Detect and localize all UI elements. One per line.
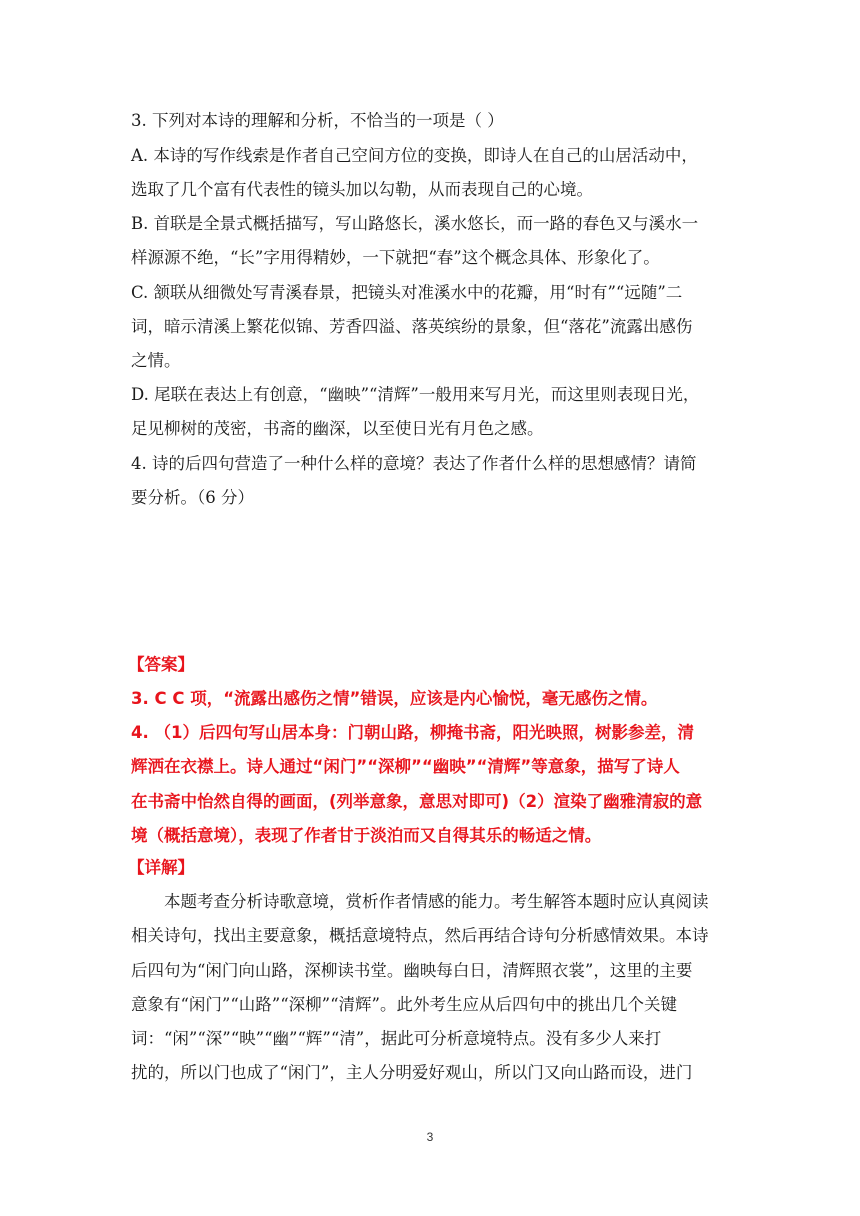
option-c-line-3: 之情。 [131, 351, 181, 370]
option-d-line-2: 足见柳树的茂密，书斋的幽深，以至使日光有月色之感。 [131, 419, 544, 438]
explanation-line-2: 相关诗句，找出主要意象，概括意境特点，然后再结合诗句分析感情效果。本诗 [131, 926, 709, 945]
answer-4-line-1: 4. （1）后四句写山居本身：门朝山路，柳掩书斋，阳光映照，树影参差，清 [131, 723, 694, 742]
answer-4-line-3: 在书斋中怡然自得的画面，(列举意象，意思对即可)（2）渲染了幽雅清寂的意 [131, 792, 703, 811]
question-4-stem-line-2: 要分析。（6 分） [131, 488, 254, 507]
option-c-line-1: C. 颔联从细微处写青溪春景，把镜头对准溪水中的花瓣，用“时有”“远随”二 [131, 283, 683, 302]
explanation-line-1: 本题考查分析诗歌意境，赏析作者情感的能力。考生解答本题时应认真阅读 [164, 892, 709, 911]
option-b-line-2: 样源源不绝，“长”字用得精妙，一下就把“春”这个概念具体、形象化了。 [131, 248, 660, 267]
question-3-stem: 3. 下列对本诗的理解和分析，不恰当的一项是（ ） [131, 111, 504, 130]
explanation-line-5: 词：“闲”“深”“映”“幽”“辉”“清”，据此可分析意境特点。没有多少人来打 [131, 1029, 662, 1048]
explanation-line-6: 扰的，所以门也成了“闲门”，主人分明爱好观山，所以门又向山路而设，进门 [131, 1063, 693, 1082]
page-number: 3 [426, 1130, 434, 1144]
answer-3: 3. C C 项，“流露出感伤之情”错误，应该是内心愉悦，毫无感伤之情。 [131, 689, 658, 708]
option-b-line-1: B. 首联是全景式概括描写，写山路悠长，溪水悠长，而一路的春色又与溪水一 [131, 214, 699, 233]
option-d-line-1: D. 尾联在表达上有创意，“幽映”“清辉”一般用来写月光，而这里则表现日光， [131, 385, 700, 404]
question-4-stem-line-1: 4. 诗的后四句营造了一种什么样的意境？表达了作者什么样的思想感情？请简 [131, 454, 697, 473]
explanation-line-3: 后四句为“闲门向山路，深柳读书堂。幽映每白日，清辉照衣裳”，这里的主要 [131, 961, 693, 980]
explanation-line-4: 意象有“闲门”“山路”“深柳”“清辉”。此外考生应从后四句中的挑出几个关键 [131, 995, 677, 1014]
explanation-heading: 【详解】 [128, 858, 194, 877]
option-c-line-2: 词，暗示清溪上繁花似锦、芳香四溢、落英缤纷的景象，但“落花”流露出感伤 [131, 317, 693, 336]
option-a-line-1: A. 本诗的写作线索是作者自己空间方位的变换，即诗人在自己的山居活动中， [131, 146, 698, 165]
answer-4-line-4: 境（概括意境），表现了作者甘于淡泊而又自得其乐的畅适之情。 [131, 826, 602, 845]
option-a-line-2: 选取了几个富有代表性的镜头加以勾勒，从而表现自己的心境。 [131, 180, 593, 199]
answer-4-line-2: 辉洒在衣襟上。诗人通过“闲门”“深柳”“幽映”“清辉”等意象，描写了诗人 [131, 757, 680, 776]
answer-heading: 【答案】 [128, 655, 194, 674]
